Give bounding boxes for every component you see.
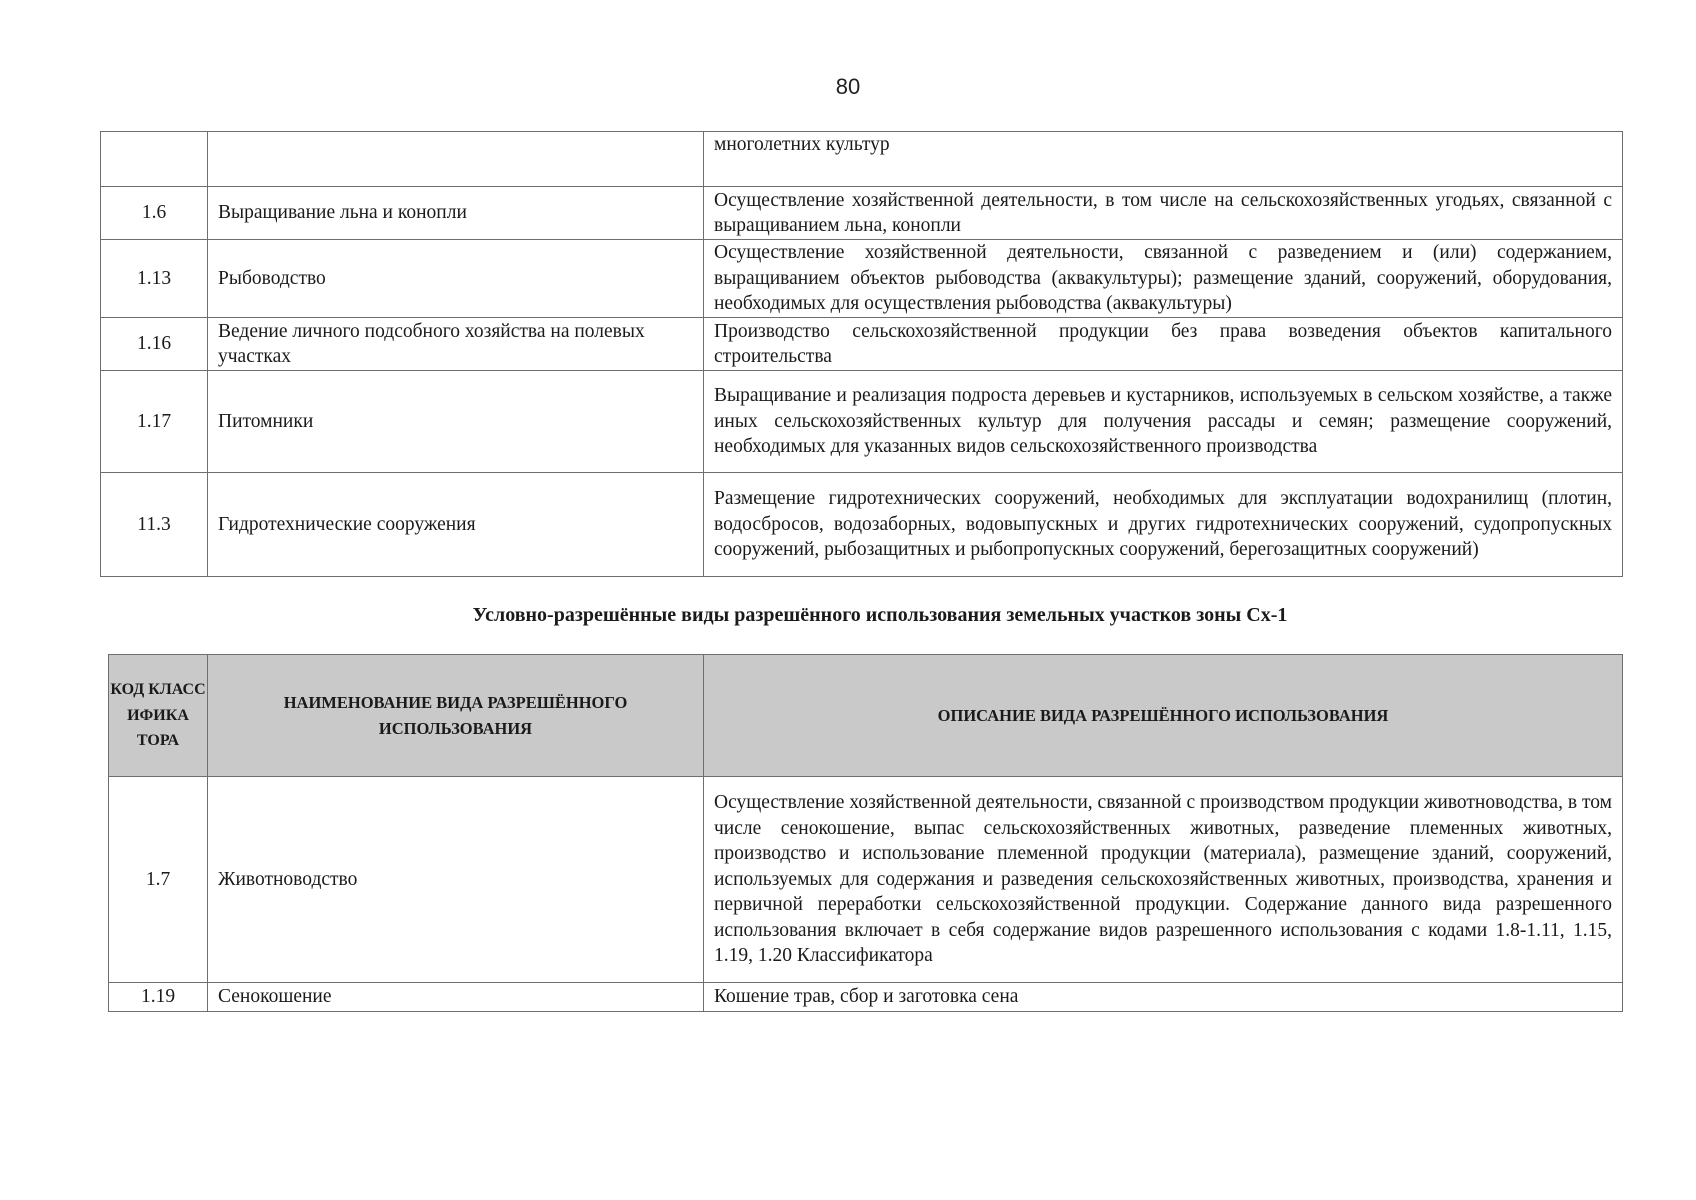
row-code-cell: 1.16 [101,318,208,371]
row-description-cell: многолетних культур [704,132,1623,187]
table-row [101,187,1623,240]
row-description-cell: Осуществление хозяйственной деятельности, в том числе на сельскохозяйственных угодьях, связанной с выращиванием льна, конопли [704,187,1623,240]
row-code-cell: 1.19 [109,983,208,1012]
row-name-cell: Животноводство [208,777,704,983]
row-code-cell: 11.3 [101,473,208,577]
table-row [101,318,1623,371]
row-code-cell: 1.17 [101,371,208,473]
row-code-cell: 1.6 [101,187,208,240]
table-row [109,983,1623,1012]
row-name-cell: Гидротехнические сооружения [208,473,704,577]
page-number: 80 [835,74,861,99]
row-description-cell: Выращивание и реализация подроста деревьев и кустарников, используемых в сельском хозяйстве, а также иных сельскохозяйственных культур для получения рассады и семян; размещение сооружений, необходимых для указанных видов сельскохозяйственного производства [704,371,1623,473]
table-row [101,132,1623,187]
conditional-uses-table [108,654,1623,1012]
table-header-row [109,655,1623,777]
row-description-cell: Кошение трав, сбор и заготовка сена [704,983,1623,1012]
row-code-cell [101,132,208,187]
row-code-cell: 1.7 [109,777,208,983]
row-description-cell: Осуществление хозяйственной деятельности, связанной с производством продукции животноводства, в том числе сенокошение, выпас сельскохозяйственных животных, разведение племенных животных, производство и использование племенной продукции (материала), размещение зданий, сооружений, используемых для содержания и разведения сельскохозяйственных животных, производства, хранения и первичной переработки сельскохозяйственной продукции. Содержание данного вида разрешенного использования включает в себя содержание видов разрешенного использования с кодами 1.8-1.11, 1.15, 1.19, 1.20 Классификатора [704,777,1623,983]
table-row [109,777,1623,983]
row-name-cell: Рыбоводство [208,240,704,318]
permitted-uses-table-continued [100,131,1623,577]
row-name-cell [208,132,704,187]
row-code-cell: 1.13 [101,240,208,318]
table-row [101,473,1623,577]
table-row [101,371,1623,473]
row-name-cell: Сенокошение [208,983,704,1012]
table-row [101,240,1623,318]
section-title: Условно-разрешённые виды разрешённого использования земельных участков зоны Сх-1 [472,604,1288,626]
row-description-cell: Производство сельскохозяйственной продукции без права возведения объектов капитального строительства [704,318,1623,371]
row-name-cell: Выращивание льна и конопли [208,187,704,240]
header-name: НАИМЕНОВАНИЕ ВИДА РАЗРЕШЁННОГО ИСПОЛЬЗОВАНИЯ [208,655,704,777]
row-name-cell: Питомники [208,371,704,473]
row-description-cell: Осуществление хозяйственной деятельности, связанной с разведением и (или) содержанием, выращиванием объектов рыбоводства (аквакультуры); размещение зданий, сооружений, оборудования, необходимых для осуществления рыбоводства (аквакультуры) [704,240,1623,318]
row-name-cell: Ведение личного подсобного хозяйства на полевых участках [208,318,704,371]
header-code: КОД КЛАСС ИФИКА ТОРА [109,655,208,777]
row-description-cell: Размещение гидротехнических сооружений, необходимых для эксплуатации водохранилищ (плотин, водосбросов, водозаборных, водовыпускных и других гидротехнических сооружений, судопропускных сооружений, рыбозащитных и рыбопропускных сооружений, берегозащитных сооружений) [704,473,1623,577]
header-description: ОПИСАНИЕ ВИДА РАЗРЕШЁННОГО ИСПОЛЬЗОВАНИЯ [704,655,1623,777]
